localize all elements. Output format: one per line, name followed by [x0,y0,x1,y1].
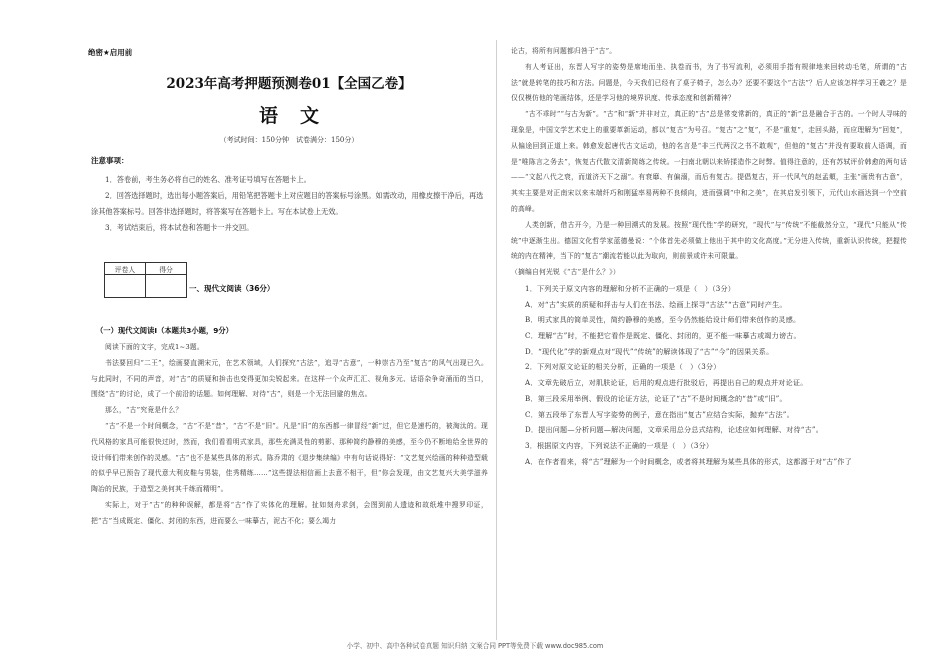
notice-item: 2．回答选择题时，选出每小题答案后，用铅笔把答题卡上对应题目的答案标号涂黑。如需改动，用橡皮擦干净后，再选涂其他答案标号。回答非选择题时，将答案写在答题卡上。写在本试卷上无效。 [91,191,484,216]
question-stem: 3．根据原文内容，下列说法不正确的一项是（ ）（3分） [525,440,714,450]
notice-title: 注意事项： [91,156,129,165]
score-table-header-grader: 评卷人 [105,263,146,275]
score-table [104,262,187,298]
question-option: B．明式家具的简单灵性，简约静穆的美感，至今仍然能给设计师们带来创作的灵感。 [525,315,801,325]
paragraph: 那么，“古”究竟是什么？ [105,406,183,415]
paragraph: “古”不是一个时间概念，“古”不是“昔”，“古”不是“旧”。凡是“旧”的东西都一律冒经“新”过，但它是速朽的，被淘汰的。现代风格的家具可能很快过时，然而，我们看看明式家具，那些充满灵性的剪影、那种简约静穆的美感，至今仍不断地给全世界的设计师们带来创作的灵感。“古”也不是某些具体的形式。陈乔肃的《退步集续编》中有句话说得好：“文艺复兴绘画的种种造型载的似乎早已预告了现代意大利皮鞋与男装，佳秀精练……”这些提法相信画上去意不相干，但“你会发现，由文艺复兴大美学滋养陶冶的民族，于造型之美何其千练而精明”。 [91,421,488,494]
page-footer: 小学、初中、高中各种试卷真题 知识归纳 文案合同 PPT等免费下载 www.doc985.com [346,642,604,650]
source-citation: （摘编自何光锐《“古”是什么？》） [511,268,620,277]
score-table-header-score: 得分 [146,263,187,275]
left-column-text [91,340,488,530]
notice-item: 3．考试结束后，将本试卷和答题卡一并交回。 [105,223,254,232]
instruction: 阅读下面的文字，完成1~3题。 [105,343,204,351]
paragraph: 有人考证出，东晋人写字的姿势是席地而坐、执卷而书，为了书写流利，必须用手指有规律地来回转动毛笔，所谓的“古法”就是转笔的技巧和方法。问题是，今天我们已经有了桌子椅子，怎么办？还要不要这个“古法”？后人应该怎样学习王羲之？是仅仅模仿他的笔画结体，还是学习他的境界识度、传承态度和创新精神？ [511,62,907,103]
question-option: D．“现代化”学的新观点对“现代”“传统”的解读体现了“古”“今”的因果关系。 [525,346,774,356]
score-table-cell [105,275,146,298]
question-option: A．对“古”实质的质疑和抨击与人们在书法、绘画上探寻“古法”“古意”同时产生。 [525,299,787,309]
paragraph: “古不乖时”“与古为新”。“古”和“新”并非对立，真正的“古”总是常变常新的，真正的“新”总是融合于古的。一个时人寻味的现象是，中国文学艺术史上的重要革新运动，都以“复古”为号召。“复古”之“复”，不是“重复”，走回头路，而应理解为“回复”，从偏途回到正道上来。韩愈发起唐代古文运动，他的名言是“非三代两汉之书不敢观”，但他的“复古”并没有要取前人语调，而是“唯陈言之务去”，恢复古代散文清新简练之传统。一扫南北朝以来矫揉造作之时弊。值得注意的，还有苏轼评价韩愈的两句话——“文起八代之衰，而道济天下之溺”。有衰靡、有偏溺，而后有复古。提倡复古，开一代风气的赵孟頫，主张“画贵有古意”，其实主要是对正南宋以来末端纤巧和刚猛率易两种不良倾向，进而强调“中和之美”，在其启发引领下，元代山水画达到一个空前的高峰。 [511,110,907,213]
exam-info: （考试时间：150分钟 试卷满分：150分） [219,136,359,144]
paragraph: 论古，将所有问题都归咎于“古”。 [511,47,617,55]
subject-title: 语文 [258,105,341,127]
sub-section-title: （一）现代文阅读Ⅰ（本题共3小题，9分） [96,326,233,335]
question-option: A．文章先破后立，对肌肤论证，后用的观点进行批驳后，再提出自己的观点并对论证。 [525,378,808,388]
question-option: B．第三段采用举例、假设的论证方法，论证了“古”不是时间概念的“昔”或“旧”。 [525,393,787,403]
notice-item: 1．答卷前，考生务必将自己的姓名、准考证号填写在答题卡上。 [105,175,311,184]
question-option: D．提出问题—分析问题—解决问题，文章采用总分总式结构，论述应如何理解、对待“古”。 [525,425,823,435]
right-column-text [511,44,907,469]
notice-list [91,172,488,236]
score-table-cell [146,275,187,298]
exam-title: 2023年高考押题预测卷01【全国乙卷】 [166,76,412,92]
section-title: 一、现代文阅读（36分） [189,284,275,293]
question-option: A．在作者看来，将“古”理解为一个时间概念，或者将其理解为某些具体的形式，这都源于对“古”作了 [525,456,852,466]
question-stem: 1．下列关于原文内容的理解和分析不正确的一项是（ ）（3分） [525,283,736,293]
paragraph: 实际上，对于“古”的种种误解，都是将“古”作了实体化的理解。扯如刻舟求剑，会图到前人遗迹和故纸堆中搜罗印证，把“古”当成既定、僵化、封闭的东西，进而要么一味摹古，泥古不化；要么竭力 [91,500,488,525]
question-option: C．理解“古”时，不能把它看作是既定、僵化、封闭的，更不能一味摹古或竭力谤古。 [525,331,801,341]
column-divider [496,40,497,640]
secret-label: 绝密★启用前 [88,48,133,57]
question-option: C．第五段举了东晋人写字姿势的例子，意在指出“复古”应结合实际，抛弃“古法”。 [525,409,794,419]
paragraph: 人类创新，借古开今，乃是一种回溯式的发展。按照“现代性”学的研究，“现代”与“传统”不能截然分立，“现代”只能从“传统”中逐渐生出。德国文化哲学家蓝德曼说：“个体首先必须做上他出于其中的文化高度。”无分进入传统，重新认识传统，把握传统的内在精神，当下的“复古”潮流若能以此为取向，则前景或许未可限量。 [511,220,907,261]
paragraph: 书法要回归“二王”，绘画要直溯宋元，在艺术领域，人们探究“古法”，追寻“古意”，一种崇古乃至“复古”的风气出现已久。与此同时，不同的声音，对“古”的质疑和拚击也变得更加尖锐起来。在这样一个众声汇汇、视角多元、话语杂争奇涌而的当口，围绕“古”的讨论，成了一个前沿的话题。如何理解、对待“古”，则是一个无法回避的焦点。 [91,358,488,399]
question-stem: 2．下列对原文论证的相关分析，正确的一项是（ ）（3分） [525,362,721,372]
